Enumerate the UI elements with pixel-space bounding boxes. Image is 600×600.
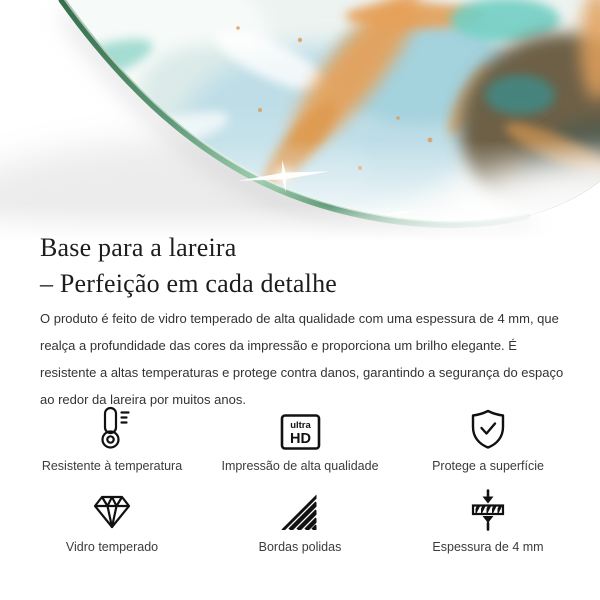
feature-label: Vidro temperado bbox=[65, 540, 159, 554]
feature-label: Espessura de 4 mm bbox=[432, 540, 544, 554]
ultra-hd-text-bottom: HD bbox=[289, 431, 311, 447]
polished-edges-icon bbox=[281, 494, 319, 531]
ultra-hd-icon bbox=[280, 414, 321, 450]
feature-label: Protege a superfície bbox=[432, 459, 544, 473]
feature-print-quality bbox=[212, 404, 388, 473]
feature-label: Bordas polidas bbox=[258, 540, 342, 554]
product-glass-image bbox=[0, 0, 600, 240]
product-photo bbox=[0, 0, 600, 240]
page-title-line-2: – Perfeição em cada detalhe bbox=[40, 269, 338, 298]
page-title-line-1: Base para a lareira bbox=[40, 233, 237, 262]
thermometer-icon bbox=[94, 406, 130, 450]
feature-thickness bbox=[400, 485, 576, 554]
diamond-icon bbox=[91, 491, 133, 531]
feature-label: Resistente à temperatura bbox=[41, 459, 183, 473]
feature-label: Impressão de alta qualidade bbox=[221, 459, 379, 473]
feature-grid bbox=[24, 404, 576, 566]
thickness-icon bbox=[470, 489, 506, 531]
feature-tempered-glass bbox=[24, 485, 200, 554]
shield-check-icon bbox=[469, 408, 507, 450]
feature-protects-surface bbox=[400, 404, 576, 473]
product-description: O produto é feito de vidro temperado de alta qualidade com uma espessura de 4 mm, que realça a profundidade das cores da impressão e proporciona um brilho elegante. É resistente a altas temperaturas e protege contra danos, garantindo a segurança do espaço ao redor da lareira por muitos anos. bbox=[40, 311, 564, 407]
ultra-hd-text-top: ultra bbox=[289, 420, 311, 431]
feature-polished-edges bbox=[212, 485, 388, 554]
feature-temperature bbox=[24, 404, 200, 473]
page-title bbox=[40, 230, 337, 302]
